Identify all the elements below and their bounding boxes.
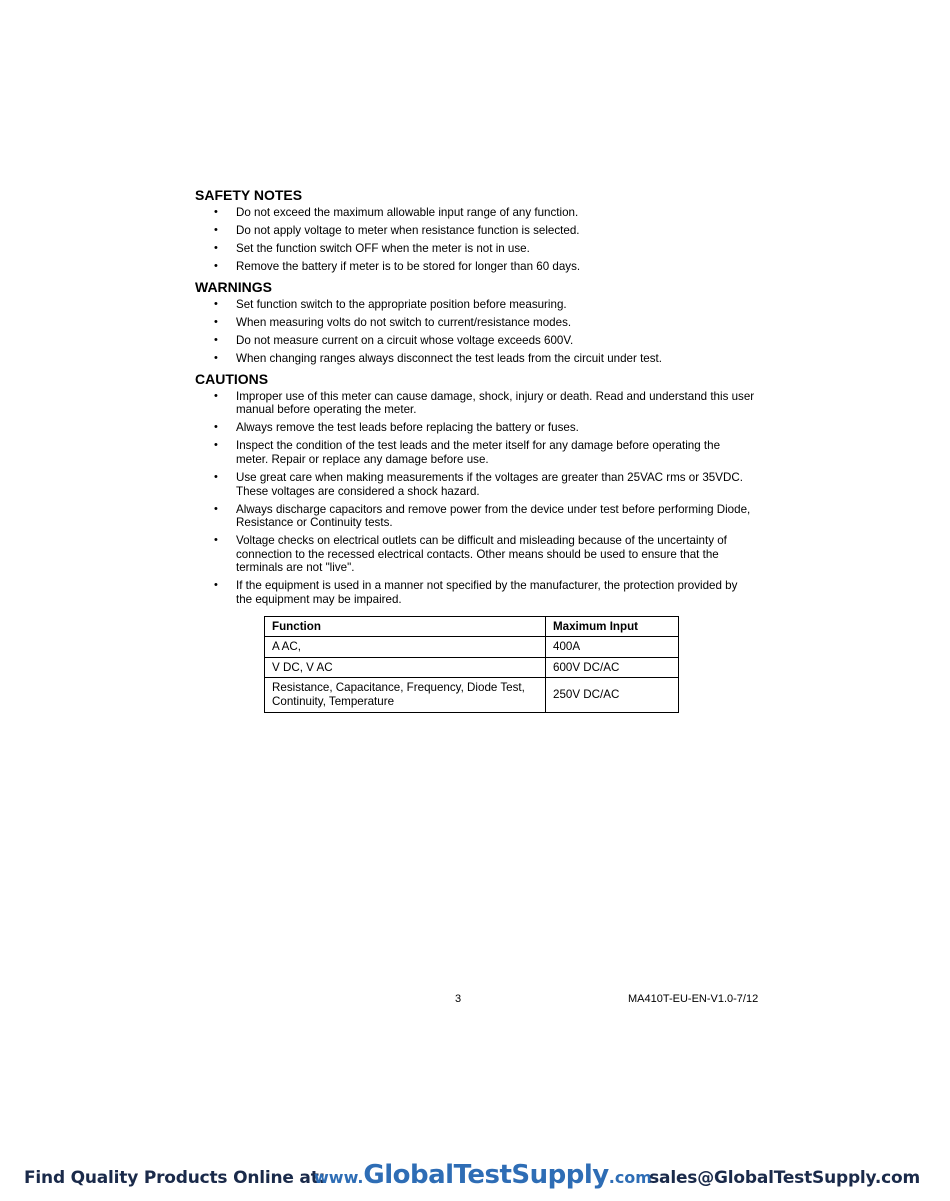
table-header-row — [265, 616, 679, 637]
section-heading-safety-notes: SAFETY NOTES — [195, 187, 303, 203]
list-item: • Inspect the condition of the test leads and the meter itself for any damage before operating the meter. Repair or replace any damage before use. — [214, 439, 721, 467]
list-item: • Do not exceed the maximum allowable input range of any function. — [214, 206, 579, 219]
table-cell-max-input: 600V DC/AC — [546, 657, 679, 678]
bullet-icon: • — [214, 421, 218, 434]
bullet-icon: • — [214, 534, 218, 547]
section-heading-warnings: WARNINGS — [195, 278, 272, 295]
column-header-function: Function — [265, 616, 546, 637]
bullet-icon: • — [214, 439, 218, 452]
bullet-icon: • — [214, 259, 218, 272]
list-item: • Voltage checks on electrical outlets can be difficult and misleading because of the uncertainty of connection to the recessed electrical contacts. Other means should be used to ensure that the terminals are not "live". — [214, 534, 727, 575]
bullet-icon: • — [214, 579, 218, 592]
list-item: • Set function switch to the appropriate position before measuring. — [214, 297, 567, 311]
list-item: • Improper use of this meter can cause damage, shock, injury or death. Read and understand this user manual before operating the meter. — [214, 389, 755, 417]
table-cell-function: Resistance, Capacitance, Frequency, Diode Test, Continuity, Temperature — [265, 678, 546, 712]
bullet-icon: • — [214, 502, 218, 515]
page-content — [195, 186, 755, 713]
list-item: • Set the function switch OFF when the meter is not in use. — [214, 241, 530, 255]
bullet-icon: • — [214, 315, 218, 328]
section-heading-cautions: CAUTIONS — [195, 370, 269, 387]
table-cell-max-input: 400A — [546, 637, 679, 658]
page-number: 3 — [455, 993, 462, 1005]
list-item: • When measuring volts do not switch to current/resistance modes. — [214, 315, 572, 329]
list-item: • Use great care when making measurements if the voltages are greater than 25VAC rms or 35VDC. These voltages are considered a shock hazard. — [214, 471, 743, 498]
banner-website-link[interactable] — [314, 1160, 652, 1190]
list-item: • Always discharge capacitors and remove power from the device under test before performing Diode, Resistance or Continuity tests. — [214, 502, 751, 530]
list-item: • Always remove the test leads before replacing the battery or fuses. — [214, 421, 579, 435]
bullet-icon: • — [214, 333, 218, 346]
list-item: • If the equipment is used in a manner not specified by the manufacturer, the protection provided by the equipment may be impaired. — [214, 579, 738, 606]
bullet-icon: • — [214, 223, 218, 236]
document-code: MA410T-EU-EN-V1.0-7/12 — [628, 993, 759, 1005]
bullet-icon: • — [214, 389, 218, 402]
column-header-maximum-input: Maximum Input — [546, 616, 679, 637]
warnings-list — [195, 298, 755, 366]
table-cell-function: V DC, V AC — [265, 657, 546, 678]
list-item: • Remove the battery if meter is to be stored for longer than 60 days. — [214, 259, 581, 273]
banner-tld: .com — [608, 1168, 652, 1187]
table-cell-function: A AC, — [265, 637, 546, 658]
banner-www: www. — [314, 1168, 364, 1187]
bullet-icon: • — [214, 297, 218, 310]
bullet-icon: • — [214, 351, 218, 364]
list-item: • Do not measure current on a circuit whose voltage exceeds 600V. — [214, 333, 574, 347]
bullet-icon: • — [214, 471, 218, 484]
safety-notes-list — [195, 206, 755, 274]
table-row — [265, 657, 679, 678]
promo-banner — [0, 1160, 950, 1200]
banner-tagline: Find Quality Products Online at: — [24, 1168, 326, 1188]
banner-email-link[interactable]: sales@GlobalTestSupply.com — [649, 1168, 920, 1188]
table-cell-max-input: 250V DC/AC — [546, 678, 679, 712]
list-item: • When changing ranges always disconnect the test leads from the circuit under test. — [214, 351, 662, 365]
table-row — [265, 678, 679, 712]
table-row — [265, 637, 679, 658]
cautions-list — [195, 390, 755, 607]
bullet-icon: • — [214, 206, 218, 218]
max-input-table — [264, 616, 679, 713]
list-item: • Do not apply voltage to meter when resistance function is selected. — [214, 223, 580, 237]
banner-domain: GlobalTestSupply — [363, 1160, 609, 1190]
bullet-icon: • — [214, 241, 218, 254]
